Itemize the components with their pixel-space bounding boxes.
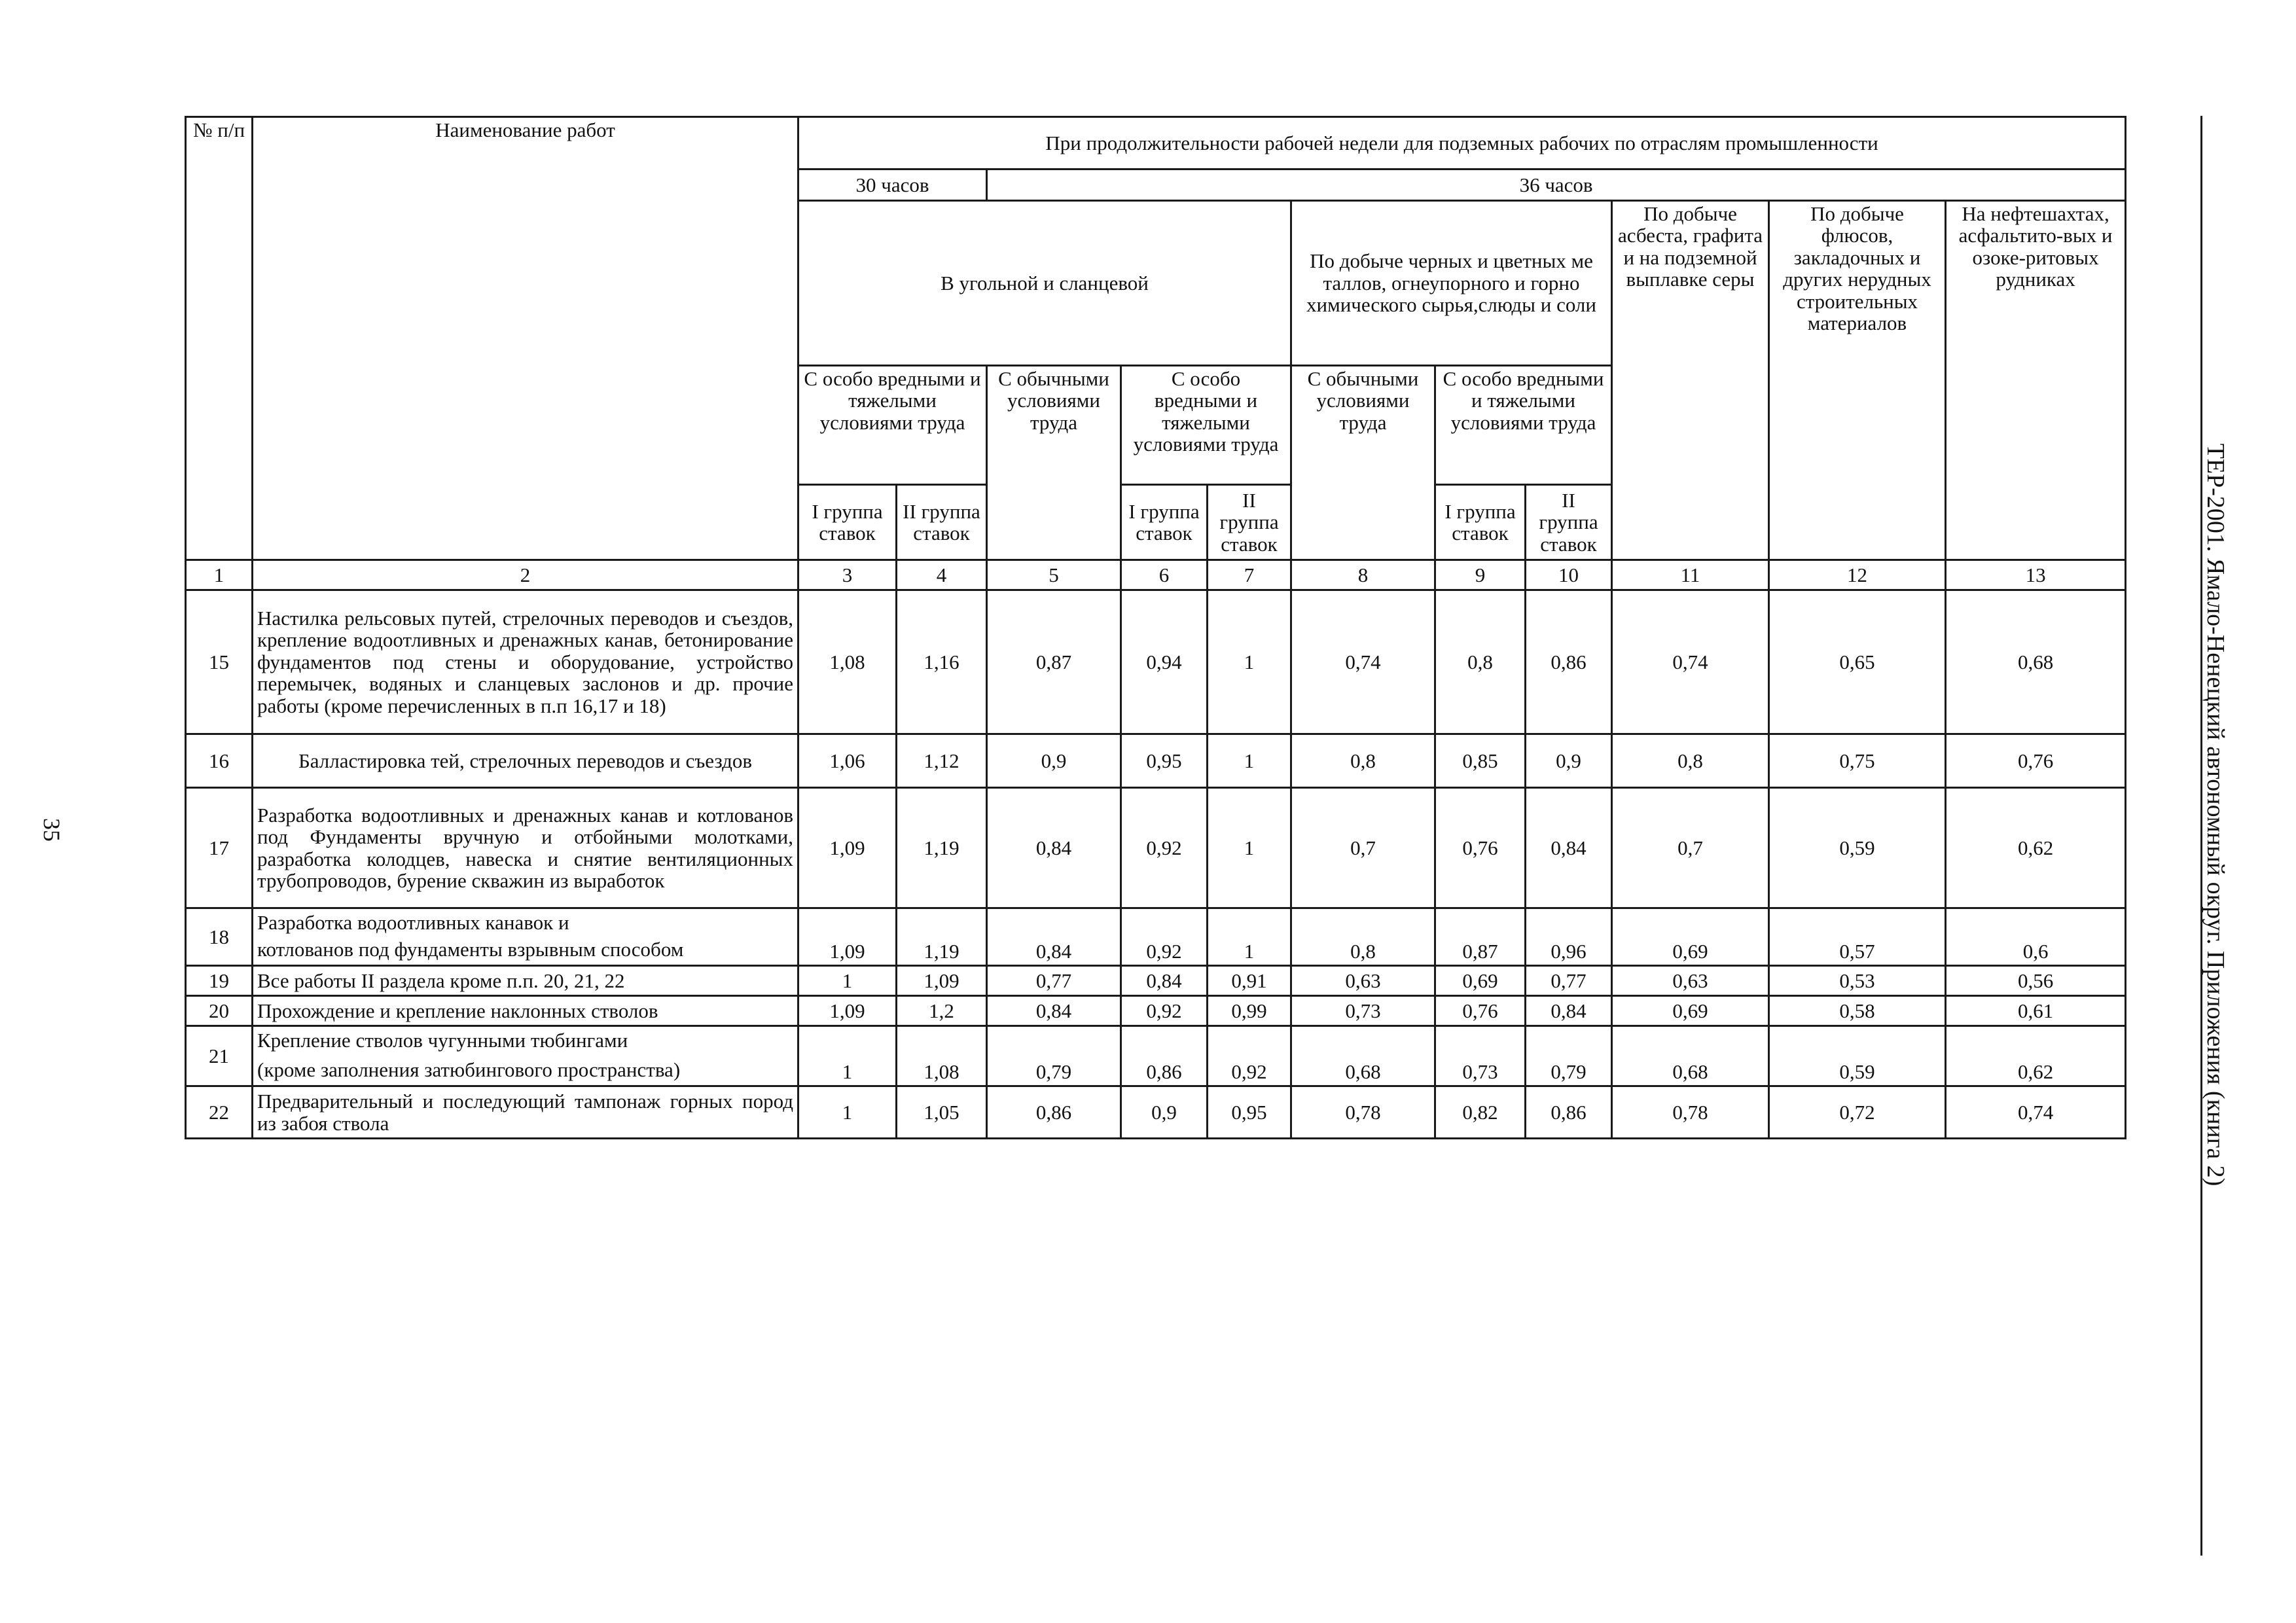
header-g2: II группа ставок: [897, 485, 987, 560]
coefficient-cell: 0,84: [987, 908, 1121, 966]
column-number: 3: [798, 560, 897, 590]
column-number: 11: [1612, 560, 1769, 590]
table-row: [186, 590, 2126, 734]
coefficient-cell: 0,63: [1291, 966, 1435, 996]
coefficient-cell: 0,73: [1435, 1026, 1526, 1086]
coefficient-cell: 1,2: [897, 996, 987, 1026]
coefficient-cell: 0,74: [1612, 590, 1769, 734]
work-name-line: котлованов под фундаменты взрывным способом: [257, 938, 684, 961]
header-harsh-coal: С особо вредными и тяжелыми условиями труда: [1121, 366, 1291, 485]
column-number: 5: [987, 560, 1121, 590]
coefficient-cell: 0,85: [1435, 734, 1526, 788]
coefficient-cell: 0,9: [1121, 1086, 1208, 1139]
coefficient-cell: 1,08: [798, 590, 897, 734]
coefficient-cell: 0,91: [1208, 966, 1291, 996]
coefficient-cell: 0,56: [1946, 966, 2126, 996]
coefficient-cell: 0,65: [1769, 590, 1946, 734]
coefficients-table: [185, 116, 2126, 1139]
work-name: Предварительный и последующий тампонаж горных пород из забоя ствола: [253, 1086, 798, 1139]
column-number: 8: [1291, 560, 1435, 590]
work-name: [253, 1026, 798, 1086]
column-number: 7: [1208, 560, 1291, 590]
header-g2: II группа ставок: [1208, 485, 1291, 560]
coefficient-cell: 0,92: [1121, 996, 1208, 1026]
column-number: 10: [1526, 560, 1612, 590]
coefficient-cell: 1: [1208, 788, 1291, 908]
header-metal: По добыче черных и цветных ме таллов, огнеупорного и горно химического сырья,слюды и соли: [1291, 201, 1612, 366]
coefficient-cell: 0,92: [1121, 908, 1208, 966]
coefficient-cell: 0,69: [1612, 908, 1769, 966]
row-number: 20: [186, 996, 253, 1026]
coefficient-cell: 0,69: [1612, 996, 1769, 1026]
column-number: 6: [1121, 560, 1208, 590]
coefficient-cell: 1,19: [897, 788, 987, 908]
coefficient-cell: 1,06: [798, 734, 897, 788]
header-30-hours: 30 часов: [798, 169, 987, 201]
coefficient-cell: 1: [798, 1026, 897, 1086]
coefficient-cell: 1: [1208, 734, 1291, 788]
work-name-line: Разработка водоотливных канавок и: [257, 911, 569, 934]
row-number: 21: [186, 1026, 253, 1086]
coefficient-cell: 0,57: [1769, 908, 1946, 966]
coefficient-cell: 0,68: [1291, 1026, 1435, 1086]
coefficient-cell: 0,84: [1526, 788, 1612, 908]
coefficient-cell: 0,62: [1946, 788, 2126, 908]
header-harsh-metal: С особо вредными и тяжелыми условиями труда: [1435, 366, 1612, 485]
work-name: Настилка рельсовых путей, стрелочных переводов и съездов, крепление водоотливных и дренажных канав, бетонирование фундаментов под стены и оборудование, устройство перемычек, водяных и сланцевых заслонов и др. прочие работы (кроме перечисленных в п.п 16,17 и 18): [253, 590, 798, 734]
coefficient-cell: 0,82: [1435, 1086, 1526, 1139]
table-row: [186, 1086, 2126, 1139]
coefficient-cell: 0,87: [1435, 908, 1526, 966]
work-name-line: Крепление стволов чугунными тюбингами: [257, 1029, 628, 1052]
header-harsh-30: С особо вредными и тяжелыми условиями труда: [798, 366, 987, 485]
table-row: [186, 1026, 2126, 1086]
table-row: [186, 908, 2126, 966]
coefficient-cell: 0,84: [987, 788, 1121, 908]
coefficient-cell: 0,59: [1769, 788, 1946, 908]
coefficient-cell: 0,53: [1769, 966, 1946, 996]
table-row: [186, 788, 2126, 908]
header-g1: I группа ставок: [1121, 485, 1208, 560]
coefficient-cell: 1,09: [798, 908, 897, 966]
coefficient-cell: 1,12: [897, 734, 987, 788]
coefficient-cell: 1,19: [897, 908, 987, 966]
coefficient-cell: 0,87: [987, 590, 1121, 734]
coefficient-cell: 0,58: [1769, 996, 1946, 1026]
coefficient-cell: 0,92: [1208, 1026, 1291, 1086]
coefficient-cell: 0,74: [1291, 590, 1435, 734]
coefficient-cell: 0,95: [1208, 1086, 1291, 1139]
work-name: Все работы II раздела кроме п.п. 20, 21, 22: [253, 966, 798, 996]
row-number: 15: [186, 590, 253, 734]
coefficient-cell: 0,74: [1946, 1086, 2126, 1139]
coefficient-cell: 0,86: [987, 1086, 1121, 1139]
coefficient-cell: 0,95: [1121, 734, 1208, 788]
work-name: Прохождение и крепление наклонных стволов: [253, 996, 798, 1026]
coefficient-cell: 0,8: [1291, 908, 1435, 966]
row-number: 19: [186, 966, 253, 996]
coefficient-cell: 0,79: [1526, 1026, 1612, 1086]
coefficient-cell: 1,08: [897, 1026, 987, 1086]
coefficient-cell: 1: [798, 966, 897, 996]
column-number: 9: [1435, 560, 1526, 590]
coefficient-cell: 0,77: [1526, 966, 1612, 996]
coefficient-cell: 0,99: [1208, 996, 1291, 1026]
column-number: 2: [253, 560, 798, 590]
header-g1: I группа ставок: [798, 485, 897, 560]
coefficient-cell: 0,79: [987, 1026, 1121, 1086]
header-name: Наименование работ: [253, 117, 798, 560]
table-body: [186, 590, 2126, 1139]
column-number: 13: [1946, 560, 2126, 590]
coefficient-cell: 0,8: [1612, 734, 1769, 788]
coefficient-cell: 0,86: [1526, 590, 1612, 734]
coefficient-cell: 1,09: [897, 966, 987, 996]
work-name: Разработка водоотливных и дренажных канав и котлованов под Фундаменты вручную и отбойными молотками, разработка колодцев, навеска и снятие вентиляционных трубопроводов, бурение скважин из выработок: [253, 788, 798, 908]
coefficient-cell: 0,94: [1121, 590, 1208, 734]
coefficient-cell: 0,63: [1612, 966, 1769, 996]
coefficient-cell: 0,59: [1769, 1026, 1946, 1086]
header-asbest: По добыче асбеста, графита и на подземной выплавке серы: [1612, 201, 1769, 560]
coefficient-cell: 0,86: [1121, 1026, 1208, 1086]
table-row: [186, 996, 2126, 1026]
column-number: 4: [897, 560, 987, 590]
coefficient-cell: 0,84: [987, 996, 1121, 1026]
side-running-title: ТЕР-2001. Ямало-Ненецкий автономный округ. Приложения (книга 2): [2202, 443, 2229, 1186]
coefficient-cell: 0,6: [1946, 908, 2126, 966]
header-coal: В угольной и сланцевой: [798, 201, 1291, 366]
coefficient-cell: 0,73: [1291, 996, 1435, 1026]
coefficient-cell: 0,9: [987, 734, 1121, 788]
table-row: [186, 734, 2126, 788]
work-name: [253, 908, 798, 966]
coefficient-cell: 0,69: [1435, 966, 1526, 996]
coefficient-cell: 1,16: [897, 590, 987, 734]
coefficient-cell: 0,72: [1769, 1086, 1946, 1139]
coefficient-cell: 0,76: [1946, 734, 2126, 788]
coefficient-cell: 0,8: [1435, 590, 1526, 734]
coefficient-cell: 1: [1208, 590, 1291, 734]
coefficient-cell: 0,68: [1612, 1026, 1769, 1086]
header-main: При продолжительности рабочей недели для подземных рабочих по отраслям промышленности: [798, 117, 2126, 169]
row-number: 17: [186, 788, 253, 908]
coefficient-cell: 0,84: [1526, 996, 1612, 1026]
column-number: 1: [186, 560, 253, 590]
coefficient-cell: 0,7: [1291, 788, 1435, 908]
page-number: 35: [39, 818, 65, 842]
coefficient-cell: 0,7: [1612, 788, 1769, 908]
coefficient-cell: 0,9: [1526, 734, 1612, 788]
coefficient-cell: 0,78: [1291, 1086, 1435, 1139]
coefficient-cell: 0,8: [1291, 734, 1435, 788]
row-number: 22: [186, 1086, 253, 1139]
coefficient-cell: 0,92: [1121, 788, 1208, 908]
coefficient-cell: 1,09: [798, 996, 897, 1026]
header-normal-metal: С обычными условиями труда: [1291, 366, 1435, 560]
work-name: Балластировка тей, стрелочных переводов и съездов: [253, 734, 798, 788]
coefficient-cell: 0,61: [1946, 996, 2126, 1026]
coefficient-cell: 0,68: [1946, 590, 2126, 734]
header-g2: II группа ставок: [1526, 485, 1612, 560]
coefficient-cell: 1,05: [897, 1086, 987, 1139]
coefficient-cell: 0,77: [987, 966, 1121, 996]
coefficient-cell: 1,09: [798, 788, 897, 908]
coefficient-cell: 0,75: [1769, 734, 1946, 788]
coefficient-cell: 1: [1208, 908, 1291, 966]
table-row: [186, 966, 2126, 996]
header-no: № п/п: [186, 117, 253, 560]
coefficient-cell: 0,62: [1946, 1026, 2126, 1086]
row-number: 18: [186, 908, 253, 966]
header-oil: На нефтешахтах, асфальтито-вых и озоке-ритовых рудниках: [1946, 201, 2126, 560]
column-number: 12: [1769, 560, 1946, 590]
header-flux: По добыче флюсов, закладочных и других нерудных строительных материалов: [1769, 201, 1946, 560]
header-36-hours: 36 часов: [987, 169, 2126, 201]
header-g1: I группа ставок: [1435, 485, 1526, 560]
coefficient-cell: 0,86: [1526, 1086, 1612, 1139]
coefficient-cell: 0,76: [1435, 788, 1526, 908]
row-number: 16: [186, 734, 253, 788]
work-name-line: (кроме заполнения затюбингового пространства): [257, 1058, 681, 1082]
coefficient-cell: 0,84: [1121, 966, 1208, 996]
header-normal-coal: С обычными условиями труда: [987, 366, 1121, 560]
coefficient-cell: 0,78: [1612, 1086, 1769, 1139]
coefficient-cell: 0,76: [1435, 996, 1526, 1026]
column-numbers-row: [186, 560, 2126, 590]
coefficient-cell: 1: [798, 1086, 897, 1139]
coefficient-cell: 0,96: [1526, 908, 1612, 966]
